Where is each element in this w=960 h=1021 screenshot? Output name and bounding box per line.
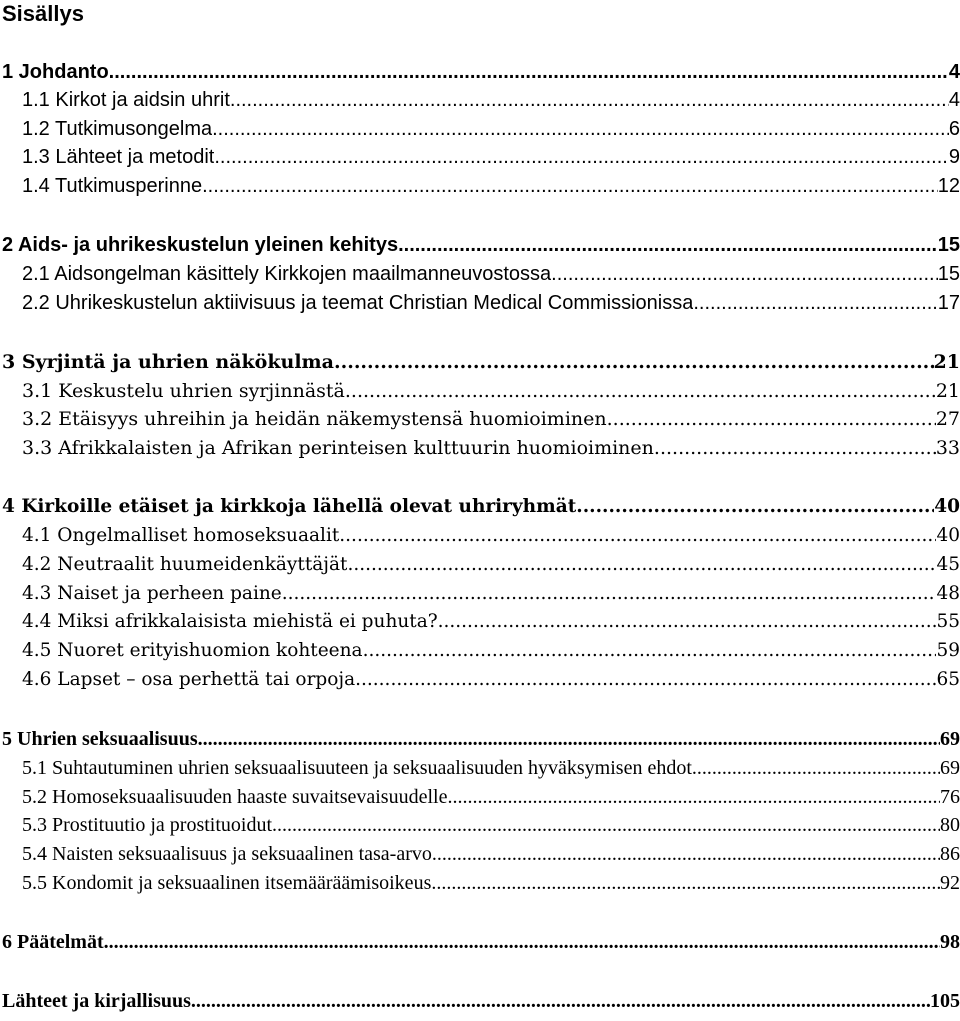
- toc-page-number: 92: [940, 872, 960, 894]
- toc-page-number: 33: [935, 437, 960, 459]
- page-title: Sisällys: [2, 1, 84, 26]
- toc-entry-title: 1.2 Tutkimusongelma: [22, 118, 213, 140]
- toc-entry-title: 4.5 Nuoret erityishuomion kohteena: [22, 640, 363, 661]
- toc-dot-leader: [438, 610, 937, 634]
- toc-dot-leader: [363, 639, 937, 663]
- toc-entry-title: 2.2 Uhrikeskustelun aktiivisuus ja teemat Christian Medical Commissionissa: [22, 292, 694, 314]
- toc-section-entry[interactable]: [0, 287, 960, 315]
- toc-entry-title: 6 Päätelmät: [2, 931, 104, 953]
- toc-dot-leader: [109, 60, 949, 84]
- toc-chapter-entry[interactable]: [0, 346, 960, 374]
- toc-entry-title: 5 Uhrien seksuaalisuus: [2, 728, 198, 750]
- toc-section-entry[interactable]: [0, 258, 960, 286]
- toc-section-entry[interactable]: [0, 84, 960, 112]
- toc-page-number: 80: [940, 814, 960, 836]
- toc-page-number: 55: [936, 611, 960, 632]
- toc-entry-title: 2.1 Aidsongelman käsittely Kirkkojen maailmanneuvostossa: [22, 263, 552, 285]
- toc-entry-title: 1 Johdanto: [2, 61, 109, 83]
- toc-page-number: 86: [940, 843, 960, 865]
- toc-section-entry[interactable]: [0, 838, 960, 866]
- toc-entry-title: 5.5 Kondomit ja seksuaalinen itsemääräämisoikeus: [22, 872, 432, 894]
- toc-entry-title: 4.6 Lapset – osa perhettä tai orpoja: [22, 669, 356, 690]
- toc-page-number: 15: [937, 234, 960, 256]
- toc-dot-leader: [551, 262, 938, 286]
- toc-page-number: 15: [937, 263, 960, 285]
- toc-section-entry[interactable]: [0, 578, 960, 606]
- toc-entry-title: 5.3 Prostituutio ja prostituoidut: [22, 814, 273, 836]
- toc-section-entry[interactable]: [0, 809, 960, 837]
- toc-section-entry[interactable]: [0, 403, 960, 431]
- toc-entry-title: 3 Syrjintä ja uhrien näkökulma: [2, 351, 334, 373]
- toc-dot-leader: [212, 117, 949, 141]
- toc-chapter-entry[interactable]: [0, 491, 960, 519]
- toc-chapter-entry[interactable]: [0, 985, 960, 1013]
- toc-section-entry[interactable]: [0, 635, 960, 663]
- toc-page-number: 69: [940, 728, 960, 750]
- toc-section-entry[interactable]: [0, 664, 960, 692]
- toc-page-number: 65: [936, 669, 960, 690]
- toc-dot-leader: [339, 524, 936, 548]
- toc-dot-leader: [692, 756, 940, 780]
- toc-chapter-entry[interactable]: [0, 229, 960, 257]
- toc-dot-leader: [202, 174, 938, 198]
- toc-entry-title: 4.1 Ongelmalliset homoseksuaalit: [22, 525, 340, 546]
- toc-entry-title: 3.3 Afrikkalaisten ja Afrikan perinteisen kulttuurin huomioiminen: [22, 437, 654, 459]
- toc-page-number: 12: [937, 175, 960, 197]
- toc-dot-leader: [104, 930, 940, 954]
- toc-dot-leader: [355, 668, 936, 692]
- toc-entry-title: 4.4 Miksi afrikkalaisista miehistä ei puhuta?: [22, 611, 438, 632]
- toc-dot-leader: [654, 436, 936, 460]
- toc-entry-title: 3.2 Etäisyys uhreihin ja heidän näkemystensä huomioiminen: [22, 408, 607, 430]
- toc-dot-leader: [282, 582, 937, 606]
- toc-entry-title: 1.4 Tutkimusperinne: [22, 175, 203, 197]
- toc-entry-title: 3.1 Keskustelu uhrien syrjinnästä: [22, 380, 345, 402]
- toc-dot-leader: [347, 553, 936, 577]
- toc-page-number: 9: [948, 146, 960, 168]
- toc-dot-leader: [607, 407, 936, 431]
- toc-chapter-entry[interactable]: [0, 723, 960, 751]
- toc-section-entry[interactable]: [0, 520, 960, 548]
- toc-page-number: 76: [940, 786, 960, 808]
- toc-page-number: 21: [933, 351, 960, 373]
- toc-dot-leader: [432, 842, 940, 866]
- toc-page-number: 59: [936, 640, 960, 661]
- toc-entry-title: 1.1 Kirkot ja aidsin uhrit: [22, 89, 230, 111]
- toc-dot-leader: [191, 989, 930, 1013]
- toc-entry-title: 2 Aids- ja uhrikeskustelun yleinen kehitys: [2, 234, 399, 256]
- toc-section-entry[interactable]: [0, 113, 960, 141]
- toc-section-entry[interactable]: [0, 549, 960, 577]
- toc-page-number: 98: [940, 931, 960, 953]
- toc-entry-title: 5.4 Naisten seksuaalisuus ja seksuaalinen tasa-arvo: [22, 843, 432, 865]
- toc-section-entry[interactable]: [0, 432, 960, 460]
- toc-entry-title: 1.3 Lähteet ja metodit: [22, 146, 215, 168]
- toc-page-number: 17: [937, 292, 960, 314]
- toc-page-number: 6: [948, 118, 960, 140]
- toc-dot-leader: [398, 233, 938, 257]
- toc-section-entry[interactable]: [0, 606, 960, 634]
- toc-entry-title: Lähteet ja kirjallisuus: [2, 990, 191, 1012]
- toc-section-entry[interactable]: [0, 752, 960, 780]
- toc-dot-leader: [693, 291, 937, 315]
- toc-page-number: 40: [934, 496, 960, 517]
- toc-page-number: 4: [948, 89, 960, 111]
- toc-page-number: 27: [935, 408, 960, 430]
- toc-section-entry[interactable]: [0, 375, 960, 403]
- toc-dot-leader: [272, 813, 940, 837]
- toc-dot-leader: [214, 145, 949, 169]
- toc-page-number: 48: [936, 583, 960, 604]
- toc-dot-leader: [198, 727, 940, 751]
- toc-dot-leader: [345, 379, 936, 403]
- toc-section-entry[interactable]: [0, 867, 960, 895]
- toc-section-entry[interactable]: [0, 781, 960, 809]
- toc-entry-title: 5.2 Homoseksuaalisuuden haaste suvaitsevaisuudelle: [22, 786, 448, 808]
- toc-page-number: 21: [935, 380, 960, 402]
- toc-page-number: 40: [936, 525, 960, 546]
- toc-page-number: 105: [930, 990, 960, 1012]
- toc-page-number: 69: [940, 757, 960, 779]
- toc-page-number: 4: [948, 61, 960, 83]
- toc-dot-leader: [230, 88, 949, 112]
- toc-chapter-entry[interactable]: [0, 56, 960, 84]
- toc-dot-leader: [431, 871, 940, 895]
- toc-page-number: 45: [936, 554, 960, 575]
- toc-entry-title: 4 Kirkoille etäiset ja kirkkoja lähellä olevat uhriryhmät: [2, 496, 577, 517]
- toc-section-entry[interactable]: [0, 141, 960, 169]
- toc-dot-leader: [447, 785, 940, 809]
- toc-entry-title: 5.1 Suhtautuminen uhrien seksuaalisuuteen ja seksuaalisuuden hyväksymisen ehdot: [22, 757, 692, 779]
- toc-chapter-entry[interactable]: [0, 926, 960, 954]
- toc-dot-leader: [576, 495, 934, 519]
- toc-entry-title: 4.2 Neutraalit huumeidenkäyttäjät: [22, 554, 348, 575]
- toc-dot-leader: [334, 350, 934, 374]
- toc-section-entry[interactable]: [0, 170, 960, 198]
- toc-entry-title: 4.3 Naiset ja perheen paine: [22, 583, 282, 604]
